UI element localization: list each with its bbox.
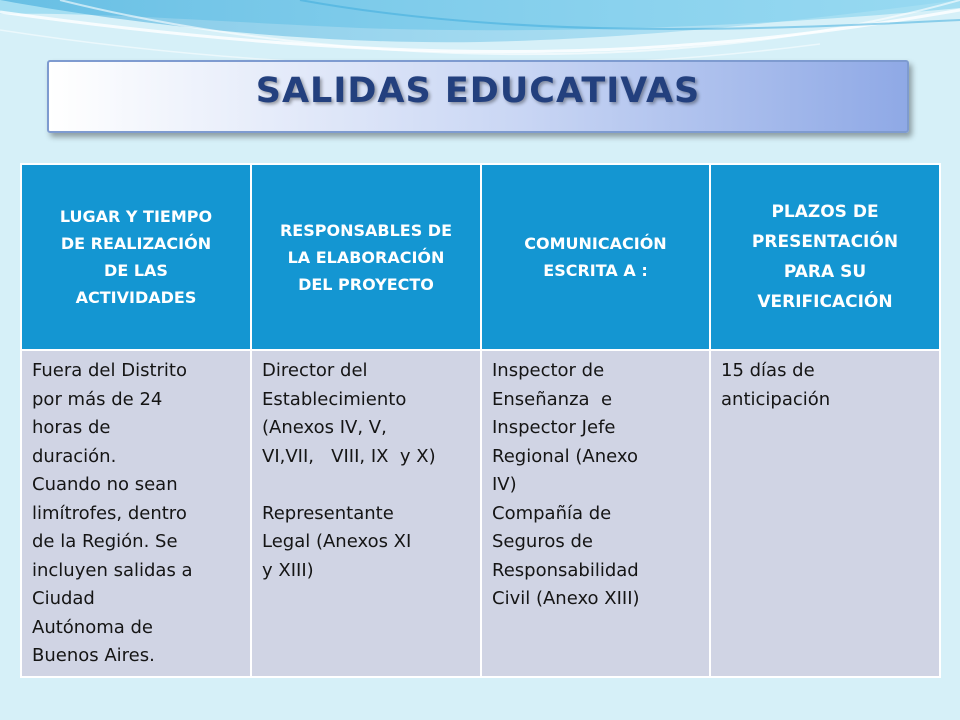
cell-responsables: Director del Establecimiento (Anexos IV, V, VI,VII, VIII, IX y X) Representante Legal (Anexos XI y XIII) (251, 350, 481, 677)
blank-line (262, 471, 474, 500)
table-header-row (21, 164, 940, 350)
main-table (20, 163, 941, 678)
header-comunicacion: COMUNICACIÓN ESCRITA A : (481, 164, 710, 350)
title-banner (47, 60, 909, 133)
cell-plazos: 15 días de anticipación (710, 350, 940, 677)
page-title: SALIDAS EDUCATIVAS (255, 70, 701, 111)
table-row (21, 350, 940, 677)
header-lugar-tiempo: LUGAR Y TIEMPO DE REALIZACIÓN DE LAS ACTIVIDADES (21, 164, 251, 350)
cell-comunicacion: Inspector de Enseñanza e Inspector Jefe Regional (Anexo IV) Compañía de Seguros de Responsabilidad Civil (Anexo XIII) (481, 350, 710, 677)
header-plazos: PLAZOS DE PRESENTACIÓN PARA SU VERIFICACIÓN (710, 164, 940, 350)
cell-lugar-tiempo: Fuera del Distrito por más de 24 horas de duración. Cuando no sean limítrofes, dentro de la Región. Se incluyen salidas a Ciudad Autónoma de Buenos Aires. (21, 350, 251, 677)
header-responsables: RESPONSABLES DE LA ELABORACIÓN DEL PROYECTO (251, 164, 481, 350)
